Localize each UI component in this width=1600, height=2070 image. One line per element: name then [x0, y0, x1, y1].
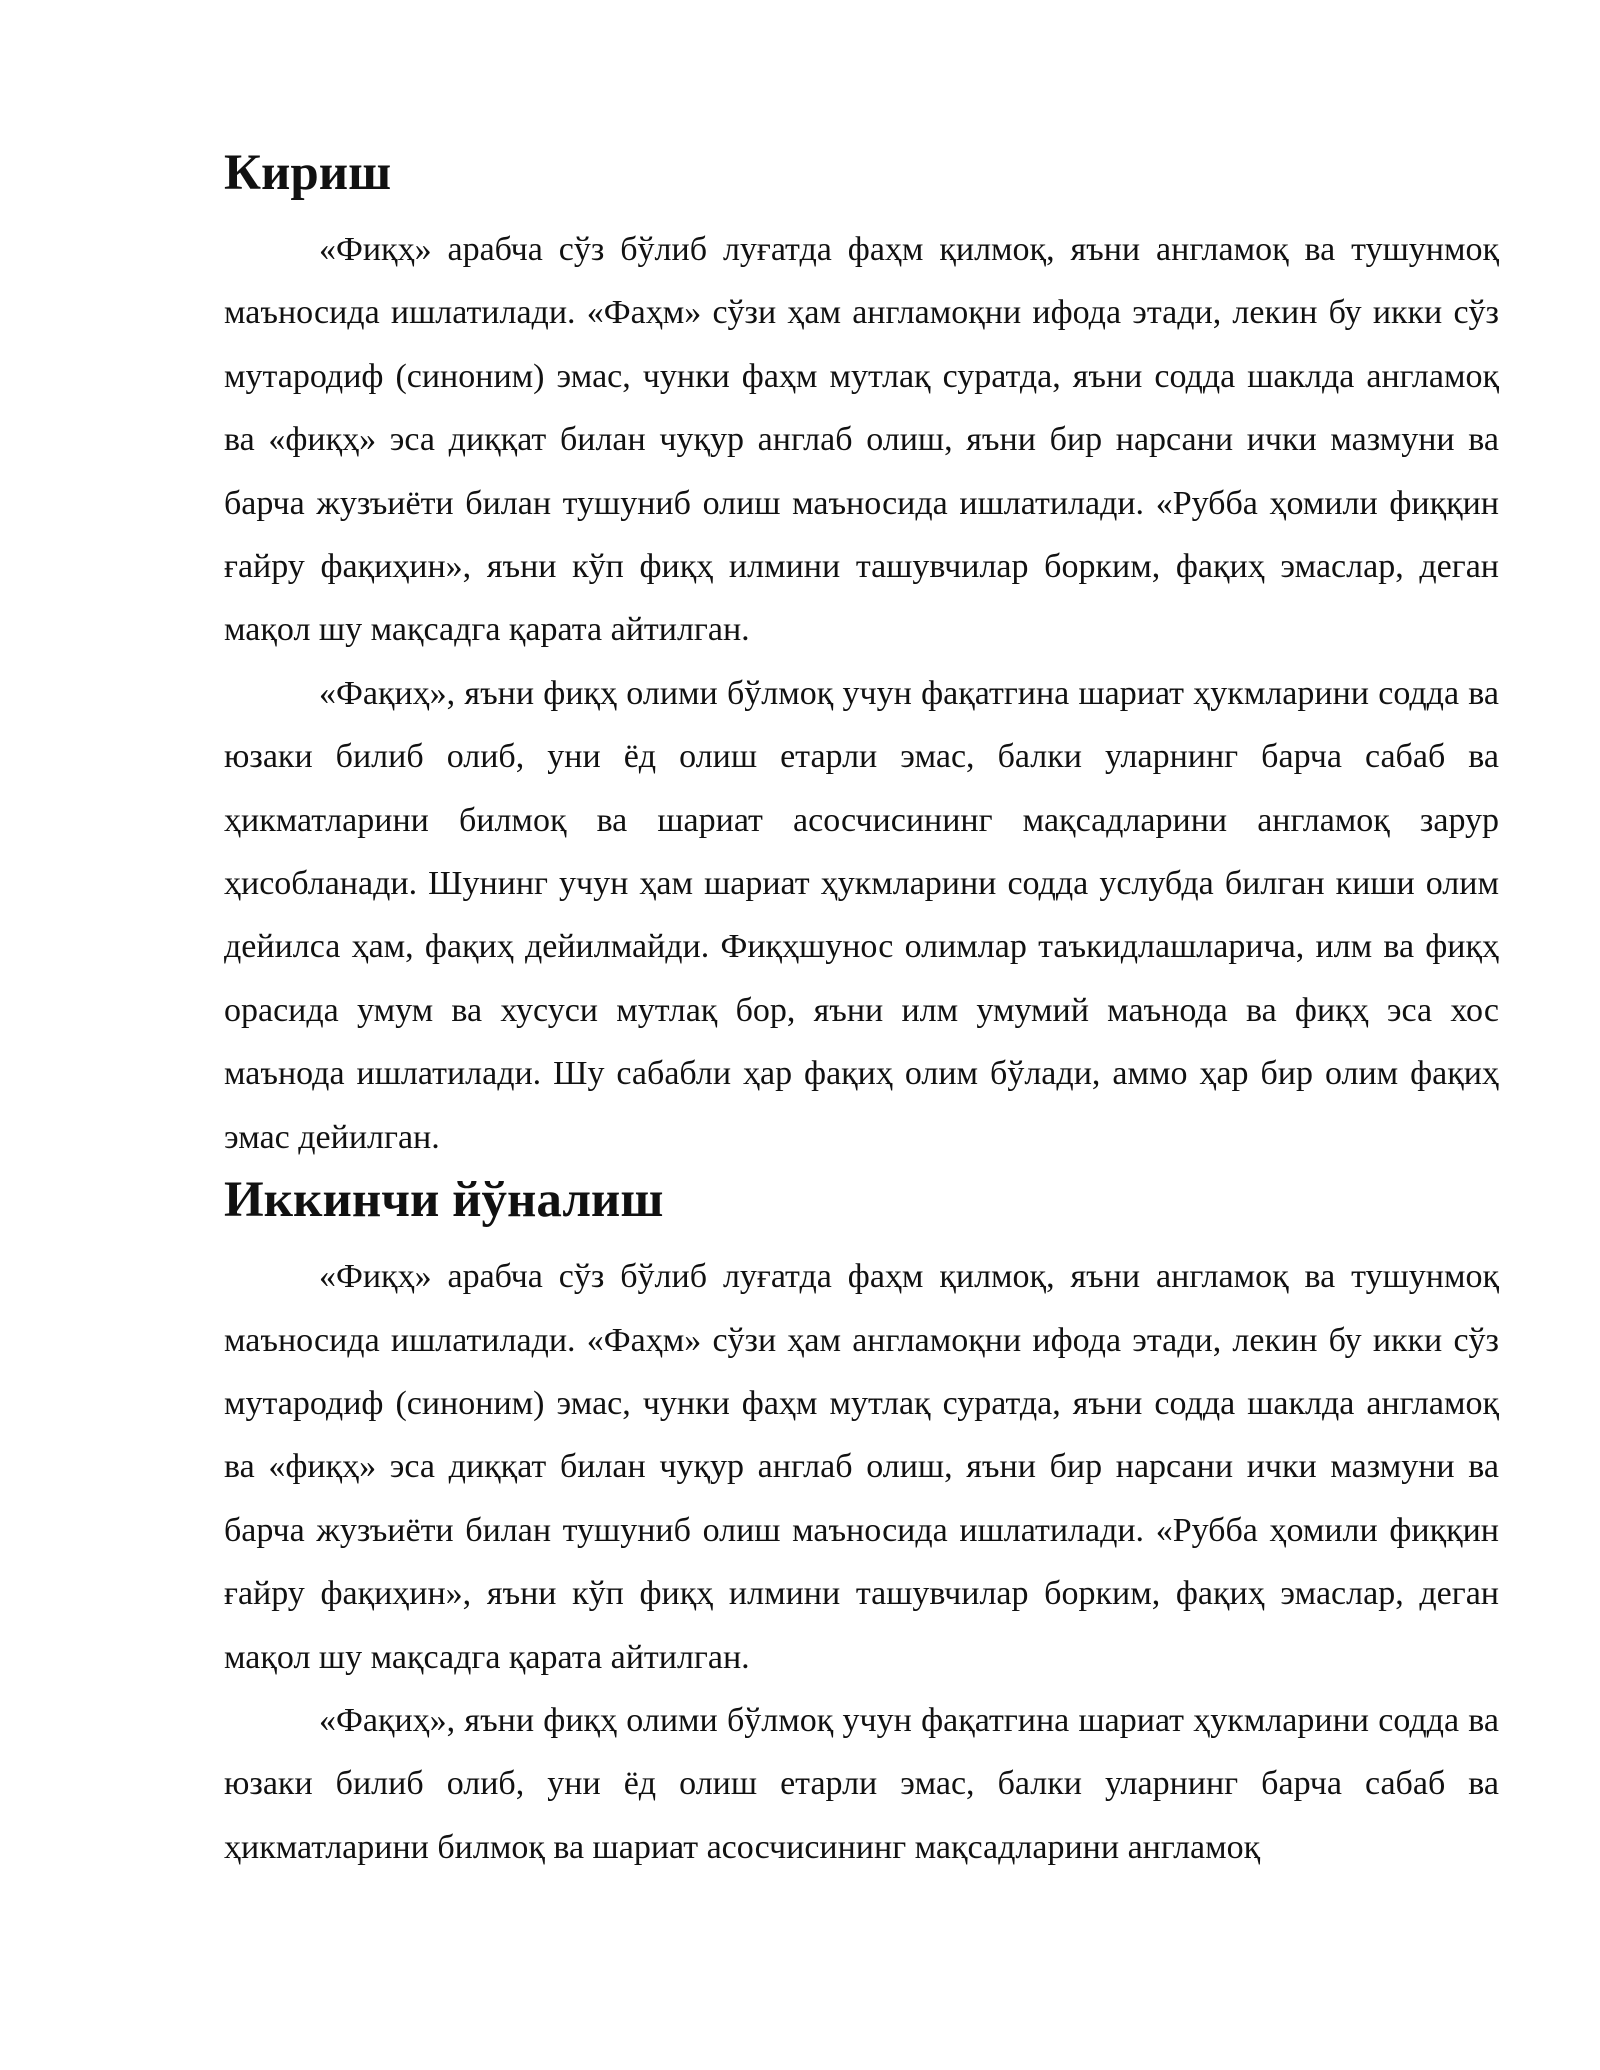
section1-paragraph-2: «Фақиҳ», яъни фиқҳ олими бўлмоқ учун фақатгина шариат ҳукмларини содда ва юзаки билиб олиб, уни ёд олиш етарли эмас, балки уларнинг барча сабаб ва ҳикматларини билмоқ ва шариат асосчисининг мақсадларини англамоқ зарур ҳисобланади. Шунинг учун ҳам шариат ҳукмларини содда услубда билган киши олим дейилса ҳам, фақиҳ дейилмайди. Фиқҳшунос олимлар таъкидлашларича, илм ва фиқҳ орасида умум ва хусуси мутлақ бор, яъни илм умумий маънода ва фиқҳ эса хос маънода ишлатилади. Шу сабабли ҳар фақиҳ олим бўлади, аммо ҳар бир олим фақиҳ эмас дейилган. — [224, 674, 1499, 1156]
section2-paragraph-2: «Фақиҳ», яъни фиқҳ олими бўлмоқ учун фақатгина шариат ҳукмларини содда ва юзаки билиб олиб, уни ёд олиш етарли эмас, балки уларнинг барча сабаб ва ҳикматларини билмоқ ва шариат асосчисининг мақсадларини англамоқ — [224, 1701, 1499, 1866]
section-heading-introduction: Кириш — [224, 145, 392, 201]
section-heading-second-direction: Иккинчи йўналиш — [224, 1172, 664, 1229]
document-body — [224, 142, 1499, 1879]
section2-paragraph-1: «Фиқҳ» арабча сўз бўлиб луғатда фаҳм қилмоқ, яъни англамоқ ва тушунмоқ маъносида ишлатилади. «Фаҳм» сўзи ҳам англамоқни ифода этади, лекин бу икки сўз мутародиф (синоним) эмас, чунки фаҳм мутлақ суратда, яъни содда шаклда англамоқ ва «фиқҳ» эса диққат билан чуқур англаб олиш, яъни бир нарсани ички мазмуни ва барча жузъиёти билан тушуниб олиш маъносида ишлатилади. «Рубба ҳомили фиққин ғайру фақиҳин», яъни кўп фиқҳ илмини ташувчилар борким, фақиҳ эмаслар, деган мақол шу мақсадга қарата айтилган. — [224, 1258, 1499, 1676]
section1-paragraph-1: «Фиқҳ» арабча сўз бўлиб луғатда фаҳм қилмоқ, яъни англамоқ ва тушунмоқ маъносида ишлатилади. «Фаҳм» сўзи ҳам англамоқни ифода этади, лекин бу икки сўз мутародиф (синоним) эмас, чунки фаҳм мутлақ суратда, яъни содда шаклда англамоқ ва «фиқҳ» эса диққат билан чуқур англаб олиш, яъни бир нарсани ички мазмуни ва барча жузъиёти билан тушуниб олиш маъносида ишлатилади. «Рубба ҳомили фиққин ғайру фақиҳин», яъни кўп фиқҳ илмини ташувчилар борким, фақиҳ эмаслар, деган мақол шу мақсадга қарата айтилган. — [224, 231, 1499, 649]
